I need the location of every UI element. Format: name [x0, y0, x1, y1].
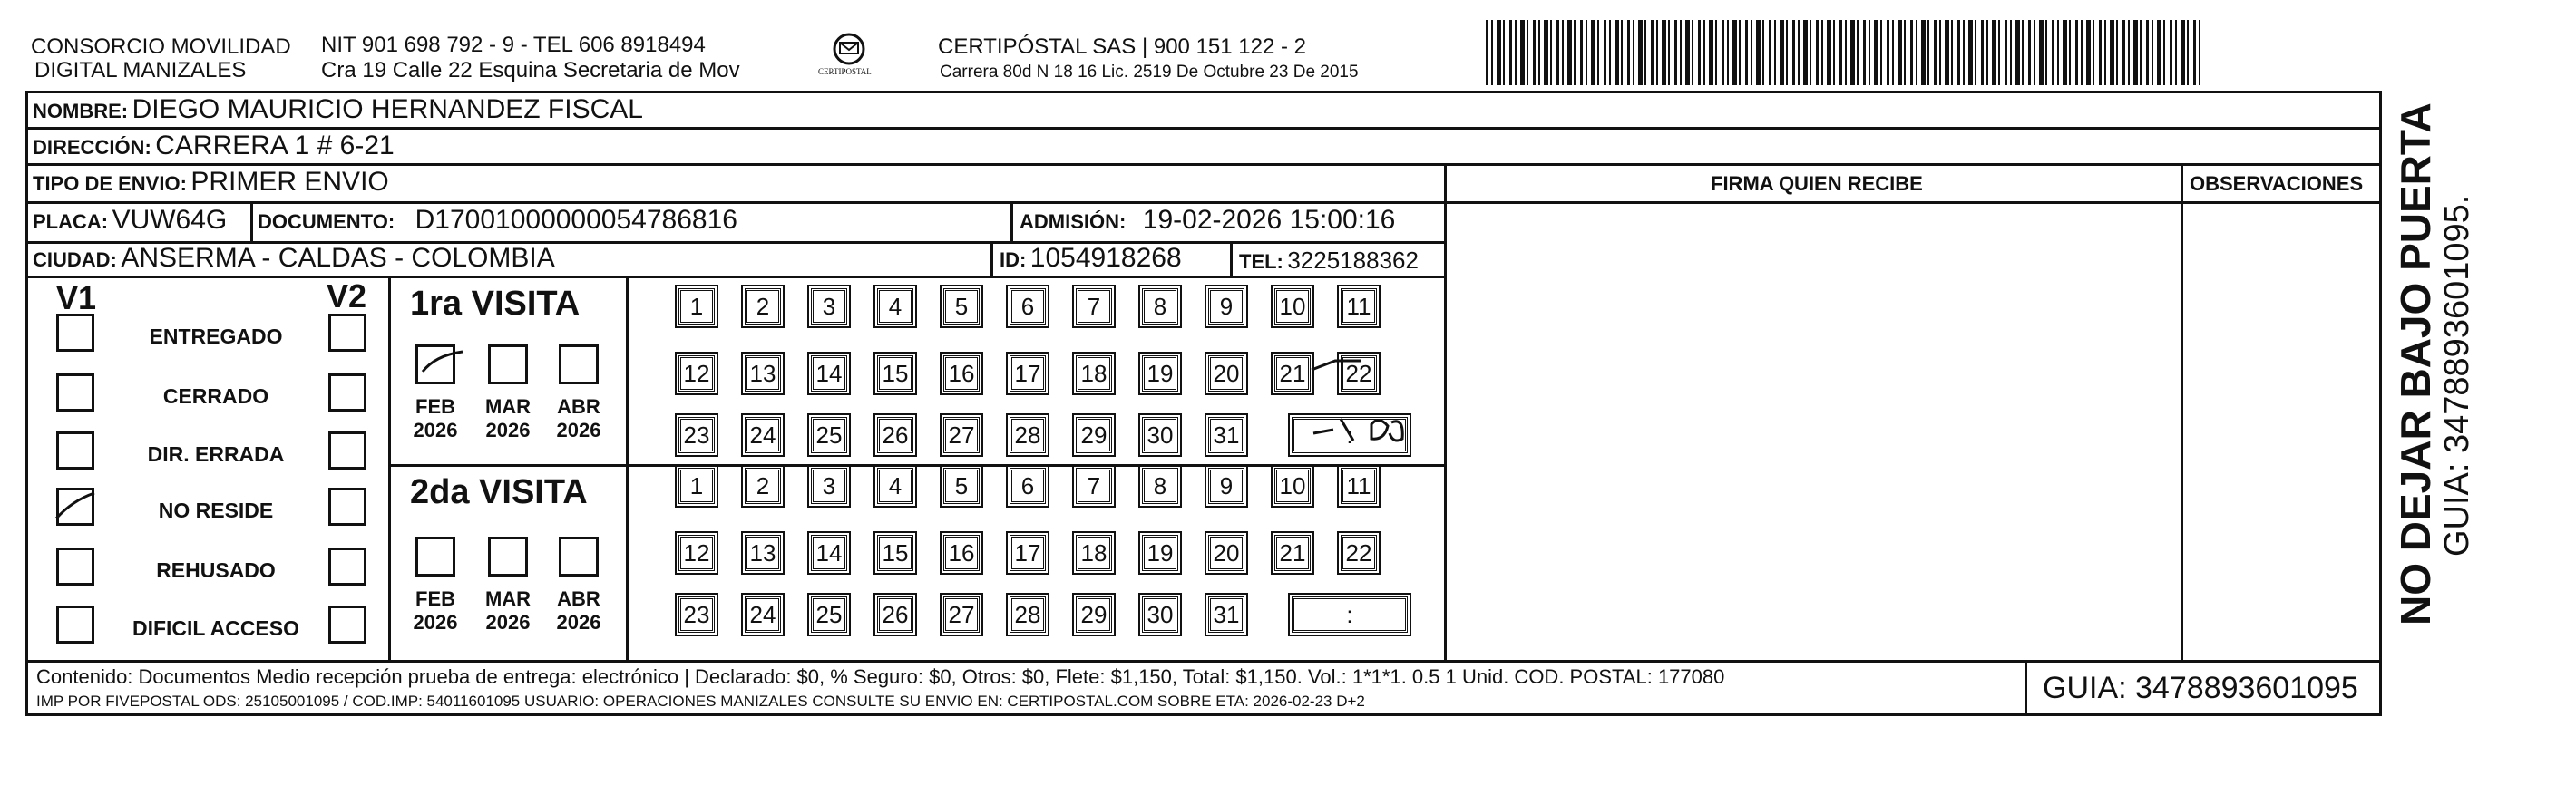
- day-box[interactable]: 17: [1010, 355, 1046, 392]
- first-visit-title: 1ra VISITA: [410, 285, 581, 323]
- address-label: DIRECCIÓN:: [33, 136, 151, 159]
- day-box[interactable]: 17: [1010, 535, 1046, 571]
- day-box[interactable]: 29: [1076, 596, 1112, 633]
- day-box[interactable]: 25: [811, 596, 847, 633]
- month-year: 2026: [485, 611, 531, 634]
- day-box[interactable]: 19: [1142, 535, 1178, 571]
- observations-title: OBSERVACIONES: [2190, 172, 2364, 195]
- day-box[interactable]: 21: [1274, 355, 1311, 392]
- month-year: 2026: [556, 419, 601, 441]
- plate-value: VUW64G: [112, 205, 228, 235]
- day-box[interactable]: 1: [678, 288, 715, 325]
- name-label: NOMBRE:: [33, 100, 129, 122]
- day-box[interactable]: 12: [678, 355, 715, 392]
- day-box[interactable]: 10: [1274, 468, 1311, 504]
- content-line: Contenido: Documentos Medio recepción prueba de entrega: electrónico | Declarado: $0, % Seguro: $0, Otros: $0, Flete: $1,150, Total: $1,150. Vol.: 1*1*1. 0.5 1 Unid. COD. POSTAL: 177080: [36, 665, 1725, 688]
- admission-label: ADMISIÓN:: [1020, 210, 1127, 233]
- status-label: NO RESIDE: [158, 499, 274, 522]
- day-box[interactable]: 12: [678, 535, 715, 571]
- day-box[interactable]: 27: [943, 596, 980, 633]
- nit-line: NIT 901 698 792 - 9 - TEL 606 8918494: [321, 33, 706, 57]
- document-label: DOCUMENTO:: [258, 210, 395, 233]
- day-box[interactable]: 18: [1076, 535, 1112, 571]
- imp-line: IMP POR FIVEPOSTAL ODS: 25105001095 / COD.IMP: 54011601095 USUARIO: OPERACIONES MANIZALES CONSULTE SU ENVIO EN: CERTIPOSTAL.COM SOBRE ETA: 2026-02-23 D+2: [36, 693, 1365, 710]
- company-name-line2: DIGITAL MANIZALES: [34, 58, 247, 82]
- day-box[interactable]: 22: [1341, 535, 1377, 571]
- day-box[interactable]: 22: [1341, 355, 1377, 392]
- day-box[interactable]: 4: [877, 288, 913, 325]
- day-box[interactable]: 1: [678, 468, 715, 504]
- month-name: ABR: [557, 587, 600, 610]
- time-box[interactable]: :: [1292, 417, 1408, 453]
- sender-address-line: Cra 19 Calle 22 Esquina Secretaria de Mov: [321, 58, 740, 82]
- month-year: 2026: [485, 419, 531, 441]
- status-label: DIR. ERRADA: [147, 442, 285, 466]
- send-type-label: TIPO DE ENVIO:: [33, 172, 187, 195]
- day-box[interactable]: 4: [877, 468, 913, 504]
- status-label: ENTREGADO: [149, 325, 283, 348]
- day-box[interactable]: 9: [1208, 288, 1244, 325]
- time-box[interactable]: :: [1292, 596, 1408, 633]
- side-guia: GUIA: 3478893601095.: [2438, 194, 2476, 557]
- document-value: D17001000000054786816: [415, 205, 737, 235]
- day-box[interactable]: 3: [811, 468, 847, 504]
- month-name: MAR: [484, 587, 532, 610]
- plate-label: PLACA:: [33, 210, 109, 233]
- second-visit-title: 2da VISITA: [410, 473, 588, 511]
- day-box[interactable]: 6: [1010, 288, 1046, 325]
- month-name: ABR: [557, 395, 600, 418]
- company-name-line1: CONSORCIO MOVILIDAD: [31, 34, 291, 59]
- month-year: 2026: [413, 611, 458, 634]
- day-box[interactable]: 16: [943, 535, 980, 571]
- day-box[interactable]: 13: [745, 355, 781, 392]
- day-box[interactable]: 27: [943, 417, 980, 453]
- day-box[interactable]: 8: [1142, 468, 1178, 504]
- v2-label: V2: [327, 277, 367, 315]
- status-label: CERRADO: [162, 384, 269, 408]
- day-box[interactable]: 25: [811, 417, 847, 453]
- status-label: DIFICIL ACCESO: [132, 616, 299, 640]
- day-box[interactable]: 14: [811, 535, 847, 571]
- day-box[interactable]: 11: [1341, 288, 1377, 325]
- day-box[interactable]: 28: [1010, 417, 1046, 453]
- city-value: ANSERMA - CALDAS - COLOMBIA: [121, 243, 555, 273]
- v1-label: V1: [56, 279, 97, 316]
- city-label: CIUDAD:: [33, 248, 117, 271]
- address-value: CARRERA 1 # 6-21: [155, 131, 395, 160]
- day-box[interactable]: 5: [943, 468, 980, 504]
- day-box[interactable]: 2: [745, 468, 781, 504]
- day-box[interactable]: 29: [1076, 417, 1112, 453]
- id-label: ID:: [1000, 248, 1027, 271]
- certipostal-line: CERTIPÓSTAL SAS | 900 151 122 - 2: [938, 34, 1306, 59]
- month-year: 2026: [556, 611, 601, 634]
- day-box[interactable]: 14: [811, 355, 847, 392]
- day-box[interactable]: 26: [877, 596, 913, 633]
- month-year: 2026: [413, 419, 458, 441]
- day-box[interactable]: 18: [1076, 355, 1112, 392]
- day-box[interactable]: 30: [1142, 417, 1178, 453]
- name-value: DIEGO MAURICIO HERNANDEZ FISCAL: [132, 94, 643, 124]
- side-warning: NO DEJAR BAJO PUERTA: [2392, 102, 2439, 625]
- day-box[interactable]: 3: [811, 288, 847, 325]
- day-box[interactable]: 31: [1208, 596, 1244, 633]
- logo-text: CERTIPOSTAL: [818, 67, 872, 76]
- month-name: FEB: [415, 587, 455, 610]
- day-box[interactable]: 11: [1341, 468, 1377, 504]
- signature-title: FIRMA QUIEN RECIBE: [1711, 172, 1923, 195]
- day-box[interactable]: 7: [1076, 288, 1112, 325]
- day-box[interactable]: 21: [1274, 535, 1311, 571]
- day-box[interactable]: 19: [1142, 355, 1178, 392]
- day-box[interactable]: 7: [1076, 468, 1112, 504]
- day-box[interactable]: 15: [877, 355, 913, 392]
- footer-guia: GUIA: 3478893601095: [2043, 671, 2358, 705]
- day-box[interactable]: 20: [1208, 535, 1244, 571]
- admission-value: 19-02-2026 15:00:16: [1142, 205, 1396, 235]
- tel-value: 3225188362: [1287, 247, 1419, 274]
- day-box[interactable]: 31: [1208, 417, 1244, 453]
- day-box[interactable]: 24: [745, 596, 781, 633]
- day-box[interactable]: 30: [1142, 596, 1178, 633]
- day-box[interactable]: 26: [877, 417, 913, 453]
- day-box[interactable]: 13: [745, 535, 781, 571]
- day-box[interactable]: 28: [1010, 596, 1046, 633]
- license-line: Carrera 80d N 18 16 Lic. 2519 De Octubre 23 De 2015: [940, 63, 1359, 82]
- status-label: REHUSADO: [156, 558, 276, 582]
- day-box[interactable]: 10: [1274, 288, 1311, 325]
- day-box[interactable]: 24: [745, 417, 781, 453]
- day-box[interactable]: 6: [1010, 468, 1046, 504]
- day-box[interactable]: 8: [1142, 288, 1178, 325]
- id-value: 1054918268: [1029, 243, 1182, 273]
- day-box[interactable]: 5: [943, 288, 980, 325]
- month-name: FEB: [415, 395, 455, 418]
- day-box[interactable]: 2: [745, 288, 781, 325]
- day-box[interactable]: 23: [678, 417, 715, 453]
- day-box[interactable]: 9: [1208, 468, 1244, 504]
- tel-label: TEL:: [1239, 250, 1283, 273]
- day-box[interactable]: 15: [877, 535, 913, 571]
- day-box[interactable]: 23: [678, 596, 715, 633]
- day-box[interactable]: 20: [1208, 355, 1244, 392]
- send-type-value: PRIMER ENVIO: [190, 167, 389, 197]
- month-name: MAR: [484, 395, 532, 418]
- day-box[interactable]: 16: [943, 355, 980, 392]
